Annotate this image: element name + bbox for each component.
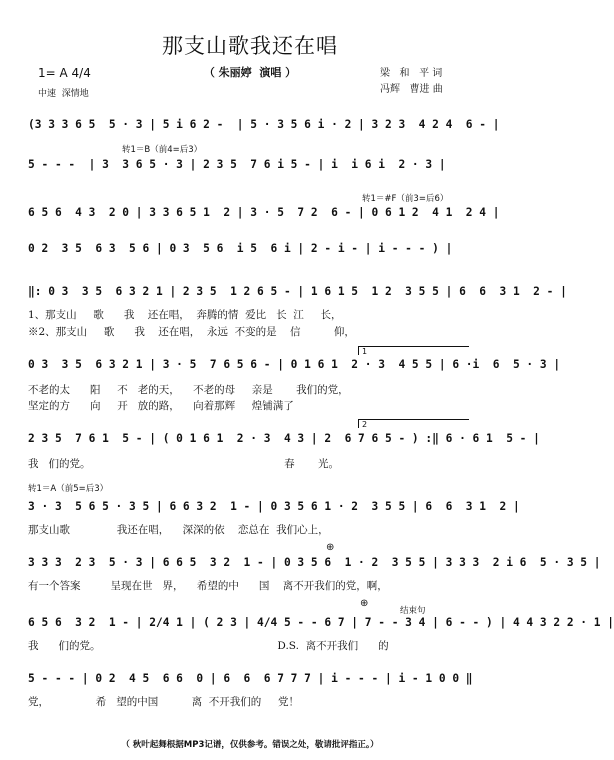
tempo-marking: 中速 深情地 bbox=[38, 89, 89, 99]
lyric-line-11a: 党， 希 望的中国 离 不开我们的 党！ bbox=[28, 696, 299, 708]
lyric-line-6b: 坚定的方 向 开 放的路， 向着那辉 煌铺满了 bbox=[28, 400, 294, 412]
lyric-line-10a: 我 们的党。 D.S. 离不开我们 的 bbox=[28, 640, 389, 652]
coda-label: 结束句 bbox=[400, 606, 426, 616]
transcription-note: （ 秋叶起舞根据MP3记谱，仅供参考。错误之处，敬请批评指正。） bbox=[121, 740, 379, 750]
volta-bracket-1 bbox=[358, 346, 469, 355]
modulation-note-2: 转1＝#F（前3=后6） bbox=[362, 194, 449, 204]
song-title: 那支山歌我还在唱 bbox=[162, 34, 338, 58]
modulation-note-1: 转1＝B（前4=后3） bbox=[122, 145, 203, 155]
score-line-7: 2 3 5 7 6 1 5 - | ( 0 1 6 1 2 · 3 4 3 | 2 6 7 6 5 - ) :‖ 6 · 6 1 5 - | bbox=[28, 432, 540, 445]
lyric-line-6a: 不老的太 阳 不 老的天， 不老的母 亲是 我们的党， bbox=[28, 384, 349, 396]
volta-bracket-2 bbox=[358, 419, 469, 428]
performer-line: （ 朱丽婷 演唱 ） bbox=[203, 66, 297, 79]
volta-number-2: 2 bbox=[362, 420, 368, 429]
score-line-2: 5 - - - | 3 3 6 5 · 3 | 2 3 5 7 6 i 5 - | i i 6 i 2 · 3 | bbox=[28, 158, 446, 171]
score-line-6: 0 3 3 5 6 3 2 1 | 3 · 5 7 6 5 6 - | 0 1 6 1 2 · 3 4 5 5 | 6 ·i 6 5 · 3 | bbox=[28, 358, 561, 371]
score-line-8: 3 · 3 5 6 5 · 3 5 | 6 6 3 2 1 - | 0 3 5 6 1 · 2 3 5 5 | 6 6 3 1 2 | bbox=[28, 500, 520, 513]
score-line-5: ‖: 0 3 3 5 6 3 2 1 | 2 3 5 1 2 6 5 - | 1 6 1 5 1 2 3 5 5 | 6 6 3 1 2 - | bbox=[28, 285, 567, 298]
score-line-4: 0 2 3 5 6 3 5 6 | 0 3 5 6 i 5 6 i | 2 - i - | i - - - ) | bbox=[28, 242, 453, 255]
coda-sign-icon-2: ⊕ bbox=[360, 598, 369, 609]
lyric-line-5a: 1、那支山 歌 我 还在唱， 奔腾的情 爱比 长 江 长， bbox=[28, 309, 342, 321]
key-signature: 1= A 4/4 bbox=[38, 66, 91, 80]
lyric-line-8a: 那支山歌 我还在唱， 深深的依 恋总在 我们心上， bbox=[28, 524, 329, 536]
modulation-note-3: 转1＝A（前5=后3） bbox=[28, 484, 109, 494]
score-line-9: 3 3 3 2 3 5 · 3 | 6 6 5 3 2 1 - | 0 3 5 6 1 · 2 3 5 5 | 3 3 3 2 i 6 5 · 3 5 | bbox=[28, 556, 601, 569]
score-line-1: (3 3 3 6 5 5 · 3 | 5 i 6 2 - | 5 · 3 5 6 i · 2 | 3 2 3 4 2 4 6 - | bbox=[28, 118, 500, 131]
composer-credit: 冯辉 曹进 曲 bbox=[380, 84, 443, 95]
score-line-11: 5 - - - | 0 2 4 5 6 6 0 | 6 6 6 7 7 7 | i - - - | i - 1 0 0 ‖ bbox=[28, 672, 473, 685]
lyric-line-7a: 我 们的党。 春 光。 bbox=[28, 458, 339, 470]
lyric-line-5b: ※2、那支山 歌 我 还在唱， 永远 不变的是 信 仰， bbox=[28, 326, 355, 338]
lyric-line-9a: 有一个答案 呈现在世 界， 希望的中 国 离不开我们的党，啊， bbox=[28, 580, 388, 592]
lyricist-credit: 梁 和 平 词 bbox=[380, 68, 443, 79]
coda-sign-icon: ⊕ bbox=[326, 542, 335, 553]
volta-number-1: 1 bbox=[362, 347, 368, 356]
score-line-3: 6 5 6 4 3 2 0 | 3 3 6 5 1 2 | 3 · 5 7 2 6 - | 0 6 1 2 4 1 2 4 | bbox=[28, 206, 500, 219]
score-line-10: 6 5 6 3 2 1 - | 2/4 1 | ( 2 3 | 4/4 5 - - 6 7 | 7 - - 3 4 | 6 - - ) | 4 4 3 2 2 · 1 | bbox=[28, 616, 614, 629]
